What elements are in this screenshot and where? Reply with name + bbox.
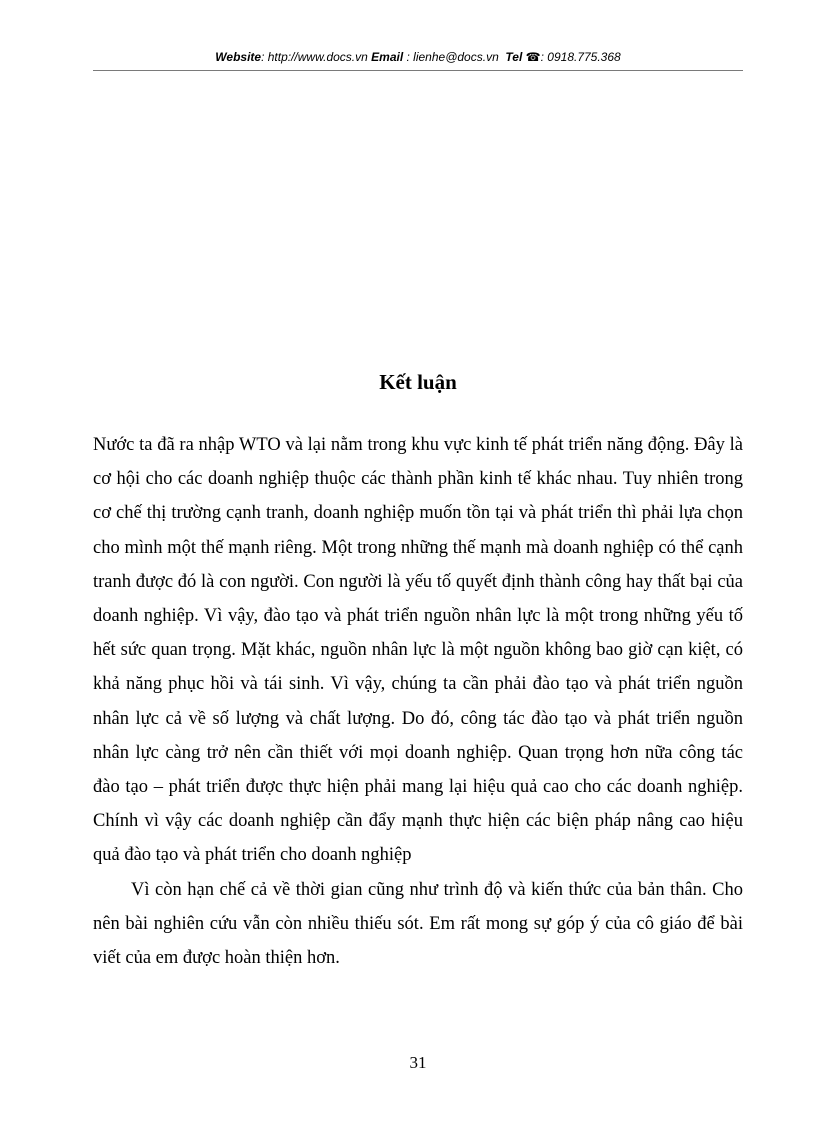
tel-separator: : (540, 50, 548, 64)
body-text (93, 428, 743, 975)
header-divider (93, 70, 743, 71)
page-title: Kết luận (379, 370, 457, 394)
tel-label: Tel (505, 50, 523, 64)
email-separator: : (403, 50, 414, 64)
email-address: lienhe@docs.vn (413, 50, 499, 64)
page-header (93, 50, 743, 64)
website-url: http://www.docs.vn (267, 50, 368, 64)
website-separator: : (261, 50, 268, 64)
website-label: Website (215, 50, 262, 64)
phone-icon: ☎ (525, 50, 541, 64)
page-number: 31 (409, 1053, 427, 1072)
paragraph: Nước ta đã ra nhập WTO và lại nằm trong khu vực kinh tế phát triển năng động. Đây là cơ hội cho các doanh nghiệp thuộc các thành phần kinh tế khác nhau. Tuy nhiên trong cơ chế thị trường cạnh tranh, doanh nghiệp muốn tồn tại và phát triển thì phải lựa chọn cho mình một thế mạnh riêng. Một trong những thế mạnh mà doanh nghiệp có thể cạnh tranh được đó là con người. Con người là yếu tố quyết định thành công hay thất bại của doanh nghiệp. Vì vậy, đào tạo và phát triển nguồn nhân lực là một trong những yếu tố hết sức quan trọng. Mặt khác, nguồn nhân lực là một nguồn không bao giờ cạn kiệt, có khả năng phục hồi và tái sinh. Vì vậy, chúng ta cần phải đào tạo và phát triển nguồn nhân lực cả về số lượng và chất lượng. Do đó, công tác đào tạo và phát triển nguồn nhân lực càng trở nên cần thiết với mọi doanh nghiệp. Quan trọng hơn nữa công tác đào tạo – phát triển được thực hiện phải mang lại hiệu quả cao cho các doanh nghiệp. Chính vì vậy các doanh nghiệp cần đẩy mạnh thực hiện các biện pháp nâng cao hiệu quả đào tạo và phát triển cho doanh nghiệp (93, 435, 743, 866)
email-label: Email (371, 50, 404, 64)
paragraph: Vì còn hạn chế cả về thời gian cũng như trình độ và kiến thức của bản thân. Cho nên bài nghiên cứu vẫn còn nhiều thiếu sót. Em rất mong sự góp ý của cô giáo để bài viết của em được hoàn thiện hơn. (93, 879, 743, 969)
tel-number: 0918.775.368 (547, 50, 621, 64)
